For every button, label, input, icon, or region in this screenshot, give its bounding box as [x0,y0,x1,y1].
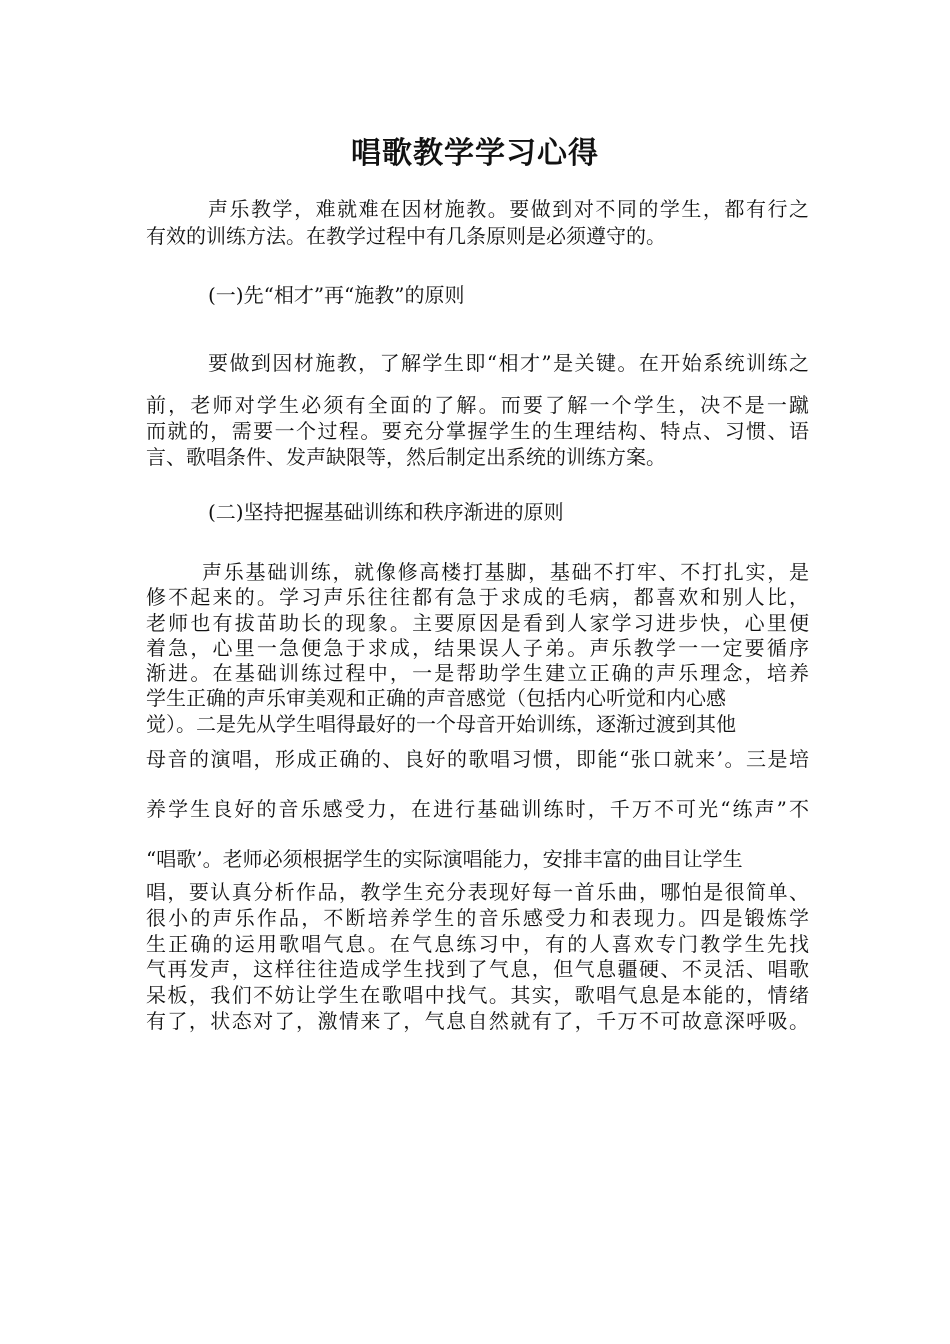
text-line: “唱歌’。老师必须根据学生的实际演唱能力，安排丰富的曲目让学生 [146,847,743,871]
text-line: 有了，状态对了，激情来了，气息自然就有了，千万不可故意深呼吸。 [146,1008,811,1033]
text-line: 觉）。二是先从学生唱得最好的一个母音开始训练，逐渐过渡到其他 [146,711,736,736]
text-line: 养学生良好的音乐感受力，在进行基础训练时，千万不可光“练声”不 [146,797,812,821]
text-line: 而就的，需要一个过程。要充分掌握学生的生理结构、特点、习惯、语 [146,419,811,443]
section-heading-2 [146,499,809,526]
text-line: 唱，要认真分析作品，教学生充分表现好每一首乐曲，哪怕是很简单、 [146,880,811,904]
text-line: 渐进。在基础训练过程中，一是帮助学生建立正确的声乐理念，培养 [146,661,812,686]
text-line: 气再发声，这样往往造成学生找到了气息，但气息疆硬、不灵活、唱歌 [146,957,811,982]
text-line: 言、歌唱条件、发声缺限等，然后制定出系统的训练方案。 [146,445,666,469]
text-line-wrap [146,846,809,873]
document-title: 唱歌教学学习心得 [351,136,599,171]
paragraph-basics [146,560,812,737]
text-line-wrap [146,796,812,823]
text-line: 声乐教学，难就难在因材施教。要做到对不同的学生，都有行之 [208,197,811,221]
text-line: 修不起来的。学习声乐往往都有急于求成的毛病，都喜欢和别人比， [146,585,812,610]
paragraph-intro [146,196,809,250]
paragraph-basics-cont [146,880,812,1035]
text-line: 老师也有拔苗助长的现象。主要原因是看到人家学习进步快，心里便 [146,610,812,635]
text-line: 有效的训练方法。在教学过程中有几条原则是必须遵守的。 [146,224,666,248]
section-heading-1 [146,282,809,309]
text-line: 要做到因材施教，了解学生即“相才”是关键。在开始系统训练之 [208,351,811,375]
text-line: 母音的演唱，形成正确的、良好的歌唱习惯，即能“张口就来’。三是培 [146,747,811,771]
text-line: 呆板，我们不妨让学生在歌唱中找气。其实，歌唱气息是本能的，情绪 [146,983,811,1008]
text-line: 学生正确的声乐审美观和正确的声音感觉（包括内心听觉和内心感 [146,686,726,711]
text-line: 前，老师对学生必须有全面的了解。而要了解一个学生，决不是一蹴 [146,393,812,417]
text-line-wrap [146,746,809,773]
text-line: 很小的声乐作品，不断培养学生的音乐感受力和表现力。四是锻炼学 [146,905,812,930]
text-line: 生正确的运用歌唱气息。在气息练习中，有的人喜欢专门教学生先找 [146,931,812,956]
text-line: 着急，心里一急便急于求成，结果误人子弟。声乐教学一一定要循序 [146,635,812,660]
text-line: 声乐基础训练，就像修高楼打基脚，基础不打牢、不打扎实，是 [202,560,811,584]
paragraph-xiangcai [146,350,809,377]
heading-text: (一)先“相才”再“施教”的原则 [208,283,465,307]
heading-text: (二)坚持把握基础训练和秩序渐进的原则 [208,500,564,524]
paragraph-xiangcai-cont [146,392,812,470]
